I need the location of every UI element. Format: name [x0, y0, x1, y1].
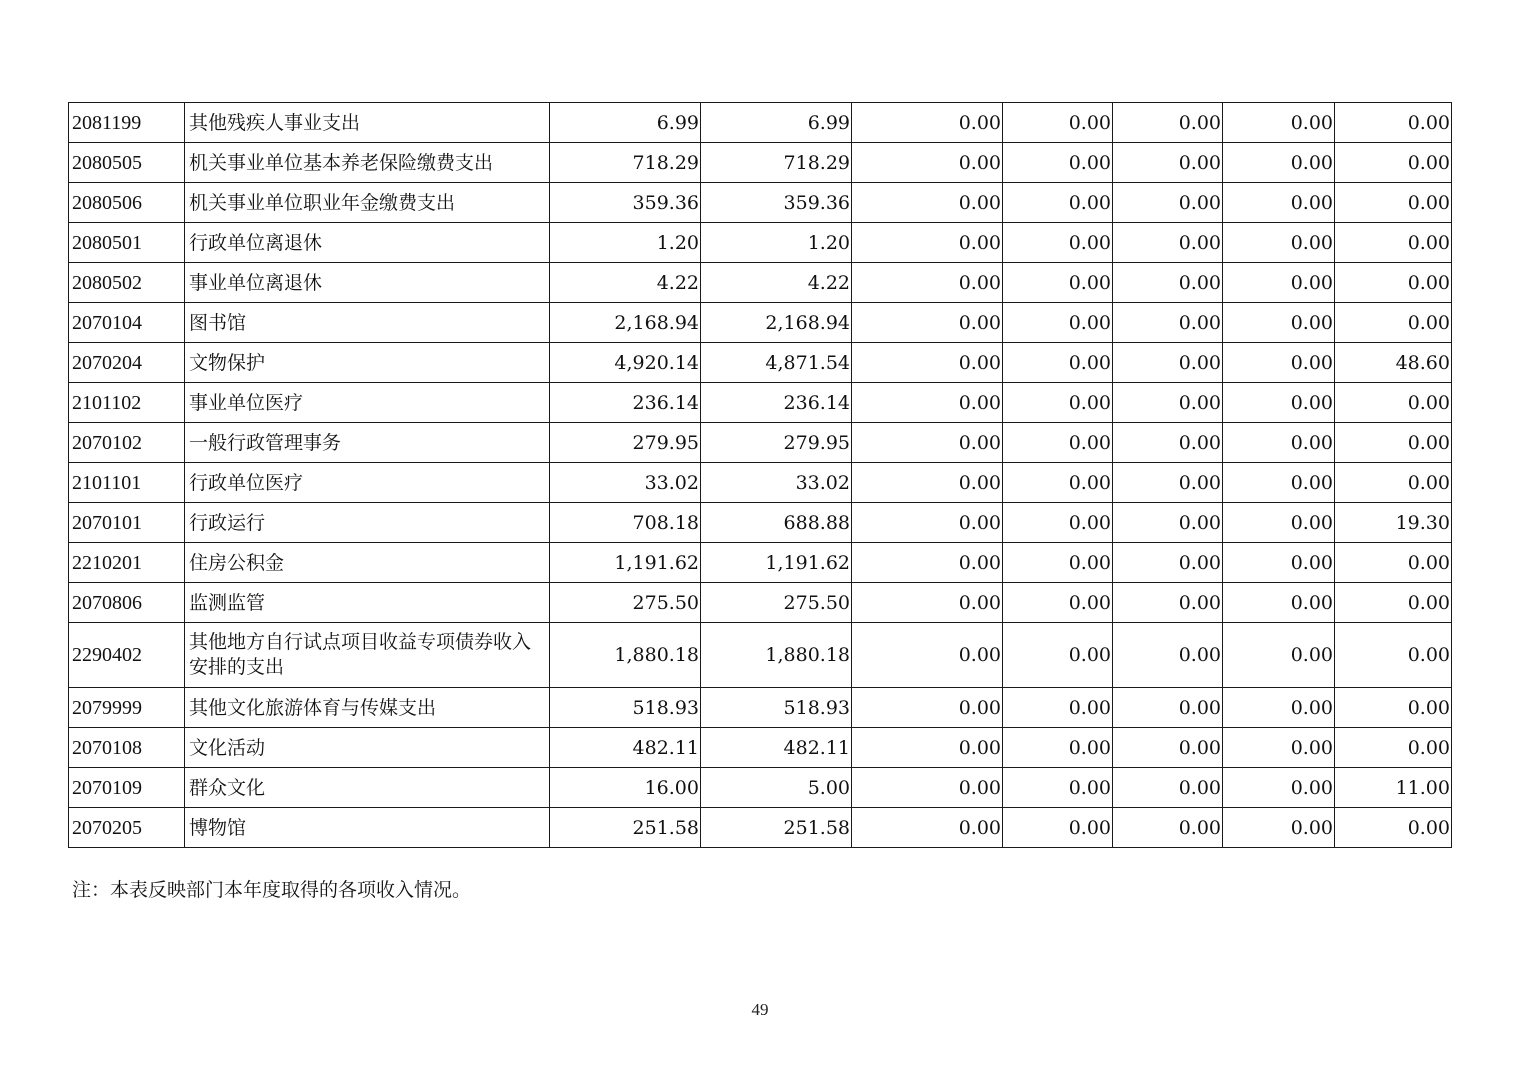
amount-cell: 0.00 [1113, 583, 1223, 623]
amount-cell: 0.00 [1223, 768, 1335, 808]
table-row [69, 463, 1452, 503]
amount-cell: 0.00 [1113, 808, 1223, 848]
amount-cell: 0.00 [1113, 423, 1223, 463]
subject-code-cell: 2070205 [69, 808, 185, 848]
table-row [69, 543, 1452, 583]
subject-code-cell: 2070104 [69, 303, 185, 343]
amount-cell: 359.36 [550, 183, 701, 223]
amount-cell: 0.00 [1335, 223, 1452, 263]
amount-cell: 0.00 [1003, 263, 1113, 303]
amount-cell: 518.93 [701, 688, 852, 728]
amount-cell: 0.00 [1223, 463, 1335, 503]
amount-cell: 0.00 [852, 728, 1003, 768]
amount-cell: 0.00 [852, 143, 1003, 183]
amount-cell: 518.93 [550, 688, 701, 728]
amount-cell: 0.00 [1003, 728, 1113, 768]
subject-name-cell: 群众文化 [185, 768, 550, 808]
amount-cell: 0.00 [1003, 223, 1113, 263]
amount-cell: 236.14 [701, 383, 852, 423]
table-row [69, 303, 1452, 343]
amount-cell: 275.50 [701, 583, 852, 623]
subject-code-cell: 2070109 [69, 768, 185, 808]
amount-cell: 0.00 [1003, 343, 1113, 383]
subject-code-cell: 2070204 [69, 343, 185, 383]
amount-cell: 4.22 [550, 263, 701, 303]
amount-cell: 0.00 [1223, 503, 1335, 543]
table-row [69, 423, 1452, 463]
amount-cell: 708.18 [550, 503, 701, 543]
amount-cell: 0.00 [1003, 183, 1113, 223]
amount-cell: 0.00 [1113, 728, 1223, 768]
subject-name-cell: 文物保护 [185, 343, 550, 383]
amount-cell: 0.00 [1113, 343, 1223, 383]
amount-cell: 19.30 [1335, 503, 1452, 543]
amount-cell: 279.95 [701, 423, 852, 463]
subject-code-cell: 2070101 [69, 503, 185, 543]
amount-cell: 279.95 [550, 423, 701, 463]
amount-cell: 0.00 [852, 343, 1003, 383]
amount-cell: 0.00 [1003, 383, 1113, 423]
amount-cell: 0.00 [852, 303, 1003, 343]
table-row [69, 623, 1452, 688]
amount-cell: 0.00 [1003, 768, 1113, 808]
amount-cell: 0.00 [1003, 503, 1113, 543]
amount-cell: 0.00 [852, 383, 1003, 423]
amount-cell: 275.50 [550, 583, 701, 623]
subject-code-cell: 2081199 [69, 103, 185, 143]
subject-name-cell: 图书馆 [185, 303, 550, 343]
amount-cell: 2,168.94 [550, 303, 701, 343]
subject-name-cell: 机关事业单位职业年金缴费支出 [185, 183, 550, 223]
subject-code-cell: 2210201 [69, 543, 185, 583]
amount-cell: 0.00 [1003, 808, 1113, 848]
amount-cell: 0.00 [1223, 103, 1335, 143]
subject-code-cell: 2079999 [69, 688, 185, 728]
amount-cell: 0.00 [1003, 103, 1113, 143]
amount-cell: 0.00 [1335, 423, 1452, 463]
amount-cell: 5.00 [701, 768, 852, 808]
amount-cell: 0.00 [1113, 543, 1223, 583]
amount-cell: 0.00 [1223, 343, 1335, 383]
amount-cell: 0.00 [852, 623, 1003, 688]
subject-code-cell: 2290402 [69, 623, 185, 688]
amount-cell: 48.60 [1335, 343, 1452, 383]
amount-cell: 0.00 [1335, 728, 1452, 768]
subject-code-cell: 2070108 [69, 728, 185, 768]
subject-name-cell: 一般行政管理事务 [185, 423, 550, 463]
amount-cell: 6.99 [701, 103, 852, 143]
amount-cell: 0.00 [852, 688, 1003, 728]
subject-name-cell: 行政运行 [185, 503, 550, 543]
amount-cell: 0.00 [1223, 543, 1335, 583]
subject-name-cell: 博物馆 [185, 808, 550, 848]
table-row [69, 583, 1452, 623]
amount-cell: 11.00 [1335, 768, 1452, 808]
amount-cell: 0.00 [1223, 808, 1335, 848]
amount-cell: 0.00 [1003, 423, 1113, 463]
amount-cell: 0.00 [1003, 543, 1113, 583]
amount-cell: 0.00 [852, 543, 1003, 583]
amount-cell: 0.00 [1113, 503, 1223, 543]
amount-cell: 0.00 [1113, 183, 1223, 223]
subject-name-cell: 事业单位医疗 [185, 383, 550, 423]
amount-cell: 0.00 [852, 768, 1003, 808]
amount-cell: 0.00 [1335, 143, 1452, 183]
subject-name-cell: 行政单位医疗 [185, 463, 550, 503]
amount-cell: 4,871.54 [701, 343, 852, 383]
table-row [69, 808, 1452, 848]
amount-cell: 33.02 [550, 463, 701, 503]
amount-cell: 1.20 [550, 223, 701, 263]
table-row [69, 143, 1452, 183]
amount-cell: 0.00 [1335, 463, 1452, 503]
amount-cell: 0.00 [852, 263, 1003, 303]
amount-cell: 0.00 [852, 583, 1003, 623]
amount-cell: 0.00 [852, 808, 1003, 848]
amount-cell: 4.22 [701, 263, 852, 303]
amount-cell: 0.00 [1113, 688, 1223, 728]
amount-cell: 0.00 [1113, 623, 1223, 688]
amount-cell: 718.29 [701, 143, 852, 183]
amount-cell: 251.58 [701, 808, 852, 848]
amount-cell: 0.00 [1223, 583, 1335, 623]
amount-cell: 0.00 [1113, 263, 1223, 303]
table-footnote: 注：本表反映部门本年度取得的各项收入情况。 [72, 879, 472, 901]
amount-cell: 33.02 [701, 463, 852, 503]
amount-cell: 0.00 [1003, 303, 1113, 343]
amount-cell: 0.00 [852, 103, 1003, 143]
amount-cell: 0.00 [1335, 543, 1452, 583]
amount-cell: 0.00 [852, 423, 1003, 463]
amount-cell: 0.00 [1223, 303, 1335, 343]
amount-cell: 0.00 [1335, 183, 1452, 223]
subject-code-cell: 2080502 [69, 263, 185, 303]
subject-name-cell: 其他残疾人事业支出 [185, 103, 550, 143]
amount-cell: 0.00 [1113, 768, 1223, 808]
amount-cell: 0.00 [1113, 303, 1223, 343]
amount-cell: 0.00 [852, 223, 1003, 263]
amount-cell: 1,880.18 [550, 623, 701, 688]
amount-cell: 482.11 [701, 728, 852, 768]
amount-cell: 718.29 [550, 143, 701, 183]
amount-cell: 0.00 [1113, 463, 1223, 503]
subject-name-cell: 机关事业单位基本养老保险缴费支出 [185, 143, 550, 183]
amount-cell: 0.00 [852, 183, 1003, 223]
page-number: 49 [751, 1000, 769, 1019]
subject-code-cell: 2070102 [69, 423, 185, 463]
income-table [68, 102, 1452, 848]
amount-cell: 0.00 [1003, 583, 1113, 623]
amount-cell: 0.00 [1335, 623, 1452, 688]
table-row [69, 503, 1452, 543]
subject-code-cell: 2101101 [69, 463, 185, 503]
amount-cell: 359.36 [701, 183, 852, 223]
amount-cell: 0.00 [1113, 383, 1223, 423]
subject-name-cell: 文化活动 [185, 728, 550, 768]
subject-code-cell: 2080501 [69, 223, 185, 263]
subject-name-cell: 其他地方自行试点项目收益专项债券收入安排的支出 [185, 623, 550, 688]
amount-cell: 0.00 [1335, 303, 1452, 343]
table-row [69, 383, 1452, 423]
table-row [69, 263, 1452, 303]
amount-cell: 1.20 [701, 223, 852, 263]
table-body [69, 103, 1452, 848]
amount-cell: 0.00 [1223, 383, 1335, 423]
amount-cell: 251.58 [550, 808, 701, 848]
table-row [69, 183, 1452, 223]
amount-cell: 236.14 [550, 383, 701, 423]
subject-code-cell: 2080506 [69, 183, 185, 223]
table-row [69, 343, 1452, 383]
amount-cell: 0.00 [1223, 728, 1335, 768]
table-row [69, 103, 1452, 143]
amount-cell: 0.00 [1113, 223, 1223, 263]
subject-name-cell: 行政单位离退休 [185, 223, 550, 263]
subject-code-cell: 2070806 [69, 583, 185, 623]
subject-code-cell: 2080505 [69, 143, 185, 183]
amount-cell: 0.00 [1003, 143, 1113, 183]
amount-cell: 0.00 [1335, 263, 1452, 303]
table-row [69, 688, 1452, 728]
amount-cell: 0.00 [1223, 263, 1335, 303]
amount-cell: 4,920.14 [550, 343, 701, 383]
subject-name-cell: 事业单位离退休 [185, 263, 550, 303]
amount-cell: 0.00 [1223, 688, 1335, 728]
amount-cell: 0.00 [1003, 688, 1113, 728]
amount-cell: 0.00 [1335, 688, 1452, 728]
subject-name-cell: 住房公积金 [185, 543, 550, 583]
amount-cell: 0.00 [852, 503, 1003, 543]
amount-cell: 0.00 [1113, 103, 1223, 143]
amount-cell: 0.00 [1223, 223, 1335, 263]
amount-cell: 0.00 [1223, 143, 1335, 183]
amount-cell: 0.00 [1003, 623, 1113, 688]
amount-cell: 0.00 [1223, 623, 1335, 688]
amount-cell: 16.00 [550, 768, 701, 808]
subject-name-cell: 其他文化旅游体育与传媒支出 [185, 688, 550, 728]
table-row [69, 223, 1452, 263]
amount-cell: 482.11 [550, 728, 701, 768]
amount-cell: 0.00 [1335, 808, 1452, 848]
amount-cell: 0.00 [1223, 423, 1335, 463]
amount-cell: 0.00 [1335, 583, 1452, 623]
amount-cell: 0.00 [1003, 463, 1113, 503]
amount-cell: 2,168.94 [701, 303, 852, 343]
amount-cell: 688.88 [701, 503, 852, 543]
amount-cell: 0.00 [1335, 103, 1452, 143]
amount-cell: 6.99 [550, 103, 701, 143]
table-row [69, 728, 1452, 768]
amount-cell: 0.00 [852, 463, 1003, 503]
amount-cell: 0.00 [1113, 143, 1223, 183]
subject-code-cell: 2101102 [69, 383, 185, 423]
amount-cell: 0.00 [1335, 383, 1452, 423]
amount-cell: 0.00 [1223, 183, 1335, 223]
amount-cell: 1,191.62 [701, 543, 852, 583]
amount-cell: 1,880.18 [701, 623, 852, 688]
table-row [69, 768, 1452, 808]
subject-name-cell: 监测监管 [185, 583, 550, 623]
amount-cell: 1,191.62 [550, 543, 701, 583]
